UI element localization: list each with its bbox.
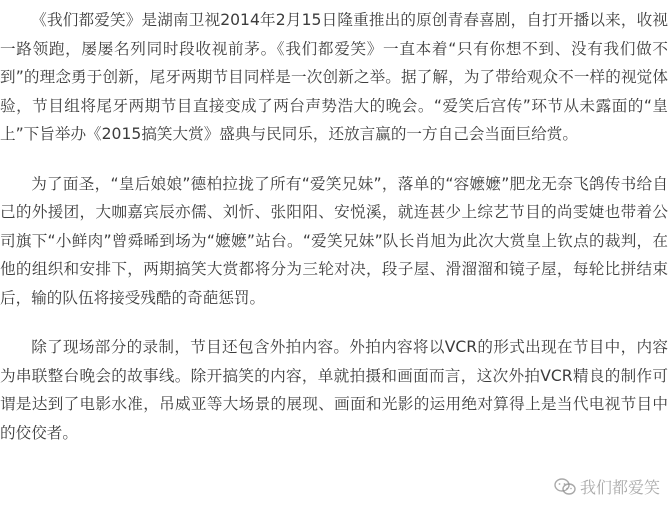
watermark [554,475,660,498]
wechat-icon [554,478,576,496]
paragraph-2: 为了面圣，“皇后娘娘”德柏拉拢了所有“爱笑兄妹”，落单的“容嬷嬷”肥龙无奈飞鸽传书给自己的外援团，大咖嘉宾辰亦儒、刘忻、张阳阳、安悦溪，就连甚少上综艺节目的尚雯婕也带着公司旗下“小鲜肉”曾舜晞到场为“嬷嬷”站台。“爱笑兄妹”队长肖旭为此次大赏皇上钦点的裁判，在他的组织和安排下，两期搞笑大赏都将分为三轮对决，段子屋、滑溜溜和镜子屋，每轮比拼结束后，输的队伍将接受残酷的奇葩惩罚。 [0,174,668,307]
paragraph-1: 《我们都爱笑》是湖南卫视2014年2月15日隆重推出的原创青春喜剧，自打开播以来，收视一路领跑，屡屡名列同时段收视前茅。《我们都爱笑》一直本着“只有你想不到、没有我们做不到”的理念勇于创新，尾牙两期节目同样是一次创新之举。据了解，为了带给观众不一样的视觉体验，节目组将尾牙两期节目直接变成了两台声势浩大的晚会。“爱笑后宫传”环节从未露面的“皇上”下旨举办《2015搞笑大赏》盛典与民同乐，还放言赢的一方自己会当面巨给赏。 [0,11,668,143]
watermark-text: 我们都爱笑 [579,478,660,497]
paragraph-3: 除了现场部分的录制，节目还包含外拍内容。外拍内容将以VCR的形式出现在节目中，内容为串联整台晚会的故事线。除开搞笑的内容，单就拍摄和画面而言，这次外拍VCR精良的制作可谓是达到了电影水准，吊威亚等大场景的展现、画面和光影的运用绝对算得上是当代电视节目中的佼佼者。 [0,338,668,442]
